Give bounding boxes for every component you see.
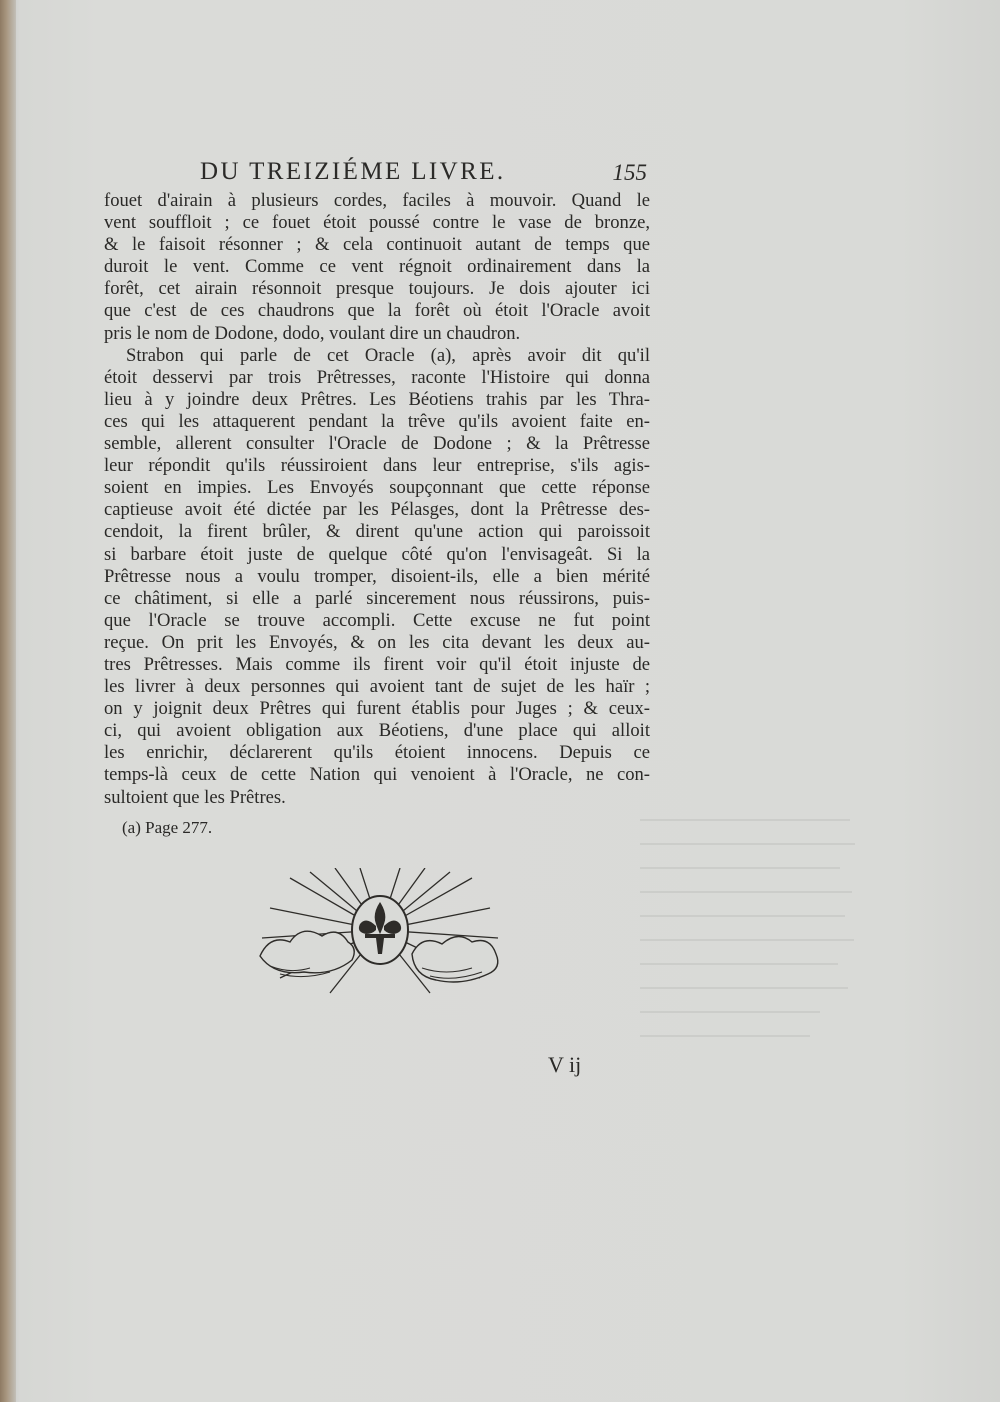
text-line: les enrichir, déclarerent qu'ils étoient innocens. Depuis ce: [104, 742, 650, 764]
text-line: Strabon qui parle de cet Oracle (a), après avoir dit qu'il: [126, 344, 650, 366]
text-line: ce châtiment, si elle a parlé sincerement nous réussirons, puis-: [104, 587, 650, 609]
show-through-texture: [640, 800, 860, 1070]
text-line: que c'est de ces chaudrons que la forêt où étoit l'Oracle avoit: [104, 300, 650, 322]
text-line: soient en impies. Les Envoyés soupçonnant que cette réponse: [104, 477, 650, 499]
text-line: forêt, cet airain résonnoit presque toujours. Je dois ajouter ici: [104, 278, 650, 300]
text-line: ces qui les attaquerent pendant la trêve qu'ils avoient faite en-: [104, 410, 650, 432]
text-line: fouet d'airain à plusieurs cordes, faciles à mouvoir. Quand le: [104, 190, 650, 211]
text-line: ci, qui avoient obligation aux Béotiens, d'une place qui alloit: [104, 720, 650, 742]
text-line: cendoit, la firent brûler, & dirent qu'une action qui paroissoit: [104, 521, 650, 543]
text-line: Prêtresse nous a voulu tromper, disoient-ils, elle a bien mérité: [104, 565, 650, 587]
footnote: (a) Page 277.: [122, 818, 213, 837]
text-line: tres Prêtresses. Mais comme ils firent voir qu'il étoit injuste de: [104, 653, 650, 675]
text-line: vent souffloit ; ce fouet étoit poussé contre le vase de bronze,: [104, 212, 650, 234]
text-line: leur répondit qu'ils réussiroient dans leur entreprise, s'ils agis-: [104, 455, 650, 477]
signature-mark: V ij: [548, 1052, 582, 1077]
text-line: captieuse avoit été dictée par les Pélasges, dont la Prêtresse des-: [104, 499, 650, 521]
text-line: reçue. On prit les Envoyés, & on les cita devant les deux au-: [104, 631, 650, 653]
running-title: DU TREIZIÉME LIVRE.: [200, 158, 506, 185]
text-line: & le faisoit résonner ; & cela continuoit autant de temps que: [104, 234, 650, 256]
text-line: si barbare étoit juste de quelque côté qu'on l'envisageât. Si la: [104, 543, 650, 565]
text-line: pris le nom de Dodone, dodo, voulant dire un chaudron.: [104, 322, 521, 344]
fleur-de-lis-sunburst-icon: [250, 868, 510, 998]
text-line: temps-là ceux de cette Nation qui venoient à l'Oracle, ne con-: [104, 764, 650, 786]
text-line: les livrer à deux personnes qui avoient tant de sujet de les haïr ;: [104, 676, 650, 698]
text-line: semble, allerent consulter l'Oracle de Dodone ; & la Prêtresse: [104, 433, 650, 455]
binding-gutter: [0, 0, 16, 1402]
body-text: [104, 190, 650, 809]
text-line: que l'Oracle se trouve accompli. Cette excuse ne fut point: [104, 609, 650, 631]
text-line: on y joignit deux Prêtres qui furent établis pour Juges ; & ceux-: [104, 698, 650, 720]
text-line: lieu à y joindre deux Prêtres. Les Béotiens trahis par les Thra-: [104, 388, 650, 410]
text-line: sultoient que les Prêtres.: [104, 786, 286, 808]
running-header: [200, 158, 655, 190]
text-line: étoit desservi par trois Prêtresses, raconte l'Histoire qui donna: [104, 366, 650, 388]
text-line: duroit le vent. Comme ce vent régnoit ordinairement dans la: [104, 256, 650, 278]
page-number: 155: [612, 160, 647, 185]
